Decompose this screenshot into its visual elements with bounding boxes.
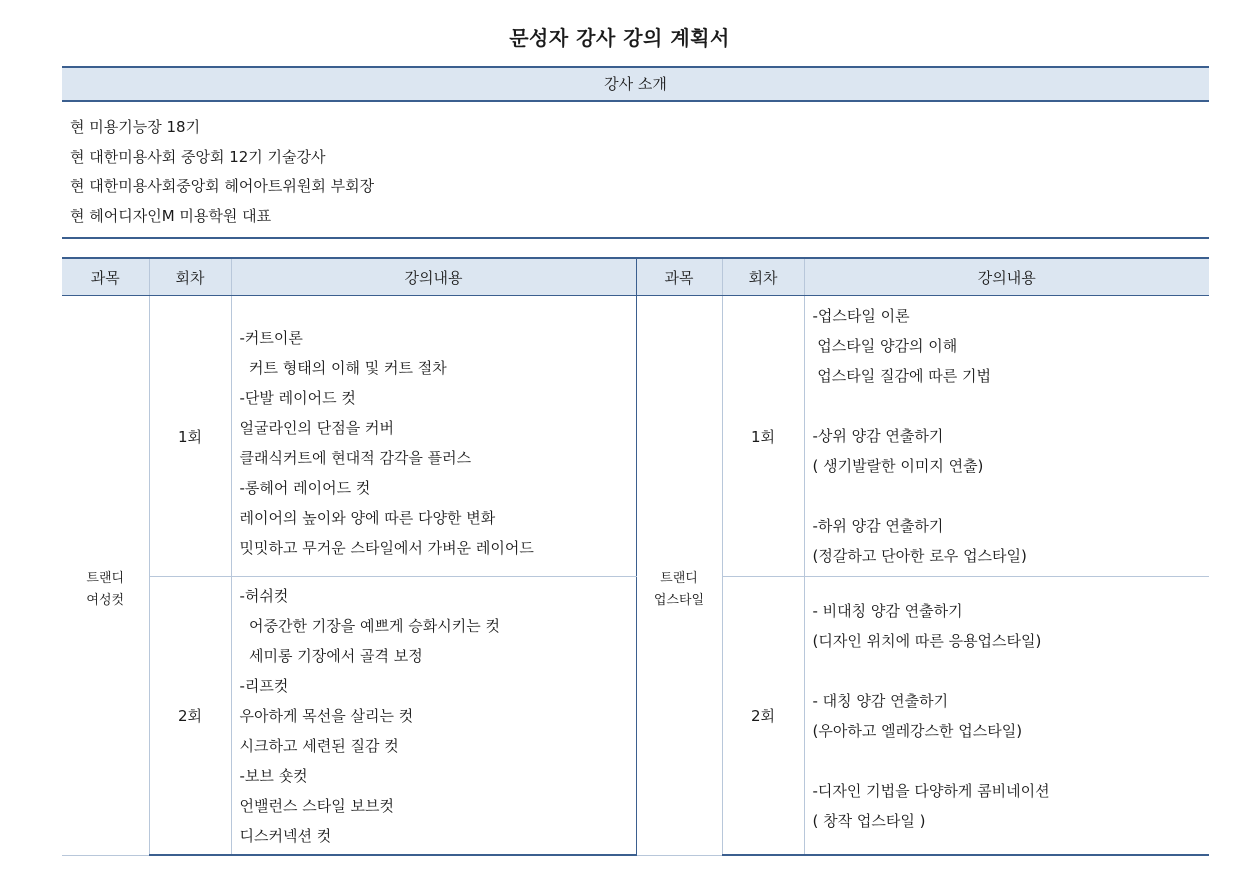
content-cell (231, 577, 636, 856)
lecture-content: - 비대칭 양감 연출하기 (디자인 위치에 따른 응용업스타일) - 대칭 양감 연출하기 (우아하고 엘레강스한 업스타일) -디자인 기법을 다양하게 콤비네이션 ( 창작 업스타일 ) (812, 601, 1050, 830)
table-header-row (62, 258, 1209, 296)
lecture-content: -커트이론 커트 형태의 이해 및 커트 절차 -단발 레이어드 컷 얼굴라인의 단점을 커버 클래식커트에 현대적 감각을 플러스 -롱헤어 레이어드 컷 레이어의 높이와 양에 따른 다양한 변화 밋밋하고 무거운 스타일에서 가벼운 레이어드 (239, 329, 534, 557)
instructor-intro-list (70, 113, 374, 231)
subject-label: 트랜디 업스타일 (653, 571, 705, 609)
session-label: 1회 (149, 296, 231, 577)
header-content: 강의내용 (804, 258, 1209, 296)
intro-line: 현 대한미용사회중앙회 헤어아트위원회 부회장 (70, 177, 375, 195)
table-row (62, 296, 1209, 577)
session-label: 1회 (722, 296, 804, 577)
intro-line: 현 헤어디자인M 미용학원 대표 (70, 206, 272, 225)
content-cell (231, 296, 636, 577)
lecture-content: -허쉬컷 어중간한 기장을 예쁘게 승화시키는 컷 세미롱 기장에서 골격 보정 -리프컷 우아하게 목선을 살리는 컷 시크하고 세련된 질감 컷 -보브 숏컷 언밸런스 스타일 보브컷 디스커넥션 컷 (239, 586, 500, 845)
subject-label: 트랜디 여성컷 (86, 571, 125, 609)
subject-cell (636, 296, 722, 856)
table-row (62, 577, 1209, 856)
header-session: 회차 (149, 258, 231, 296)
header-subject: 과목 (62, 258, 149, 296)
lecture-content: -업스타일 이론 업스타일 양감의 이해 업스타일 질감에 따른 기법 -상위 양감 연출하기 ( 생기발랄한 이미지 연출) -하위 양감 연출하기 (정갈하고 단아한 로우 업스타일) (812, 307, 1027, 565)
subject-cell (62, 296, 149, 856)
content-cell (804, 296, 1209, 577)
page-title: 문성자 강사 강의 계획서 (509, 26, 730, 50)
lecture-plan-table (62, 257, 1209, 856)
session-label: 2회 (722, 577, 804, 856)
header-content: 강의내용 (231, 258, 636, 296)
intro-line: 현 대한미용사회 중앙회 12기 기술강사 (70, 147, 326, 166)
session-label: 2회 (149, 577, 231, 856)
intro-section-header: 강사 소개 (62, 66, 1209, 102)
content-cell (804, 577, 1209, 856)
header-session: 회차 (722, 258, 804, 296)
intro-line: 현 미용기능장 18기 (70, 118, 201, 136)
header-subject: 과목 (636, 258, 722, 296)
intro-divider (62, 237, 1209, 239)
